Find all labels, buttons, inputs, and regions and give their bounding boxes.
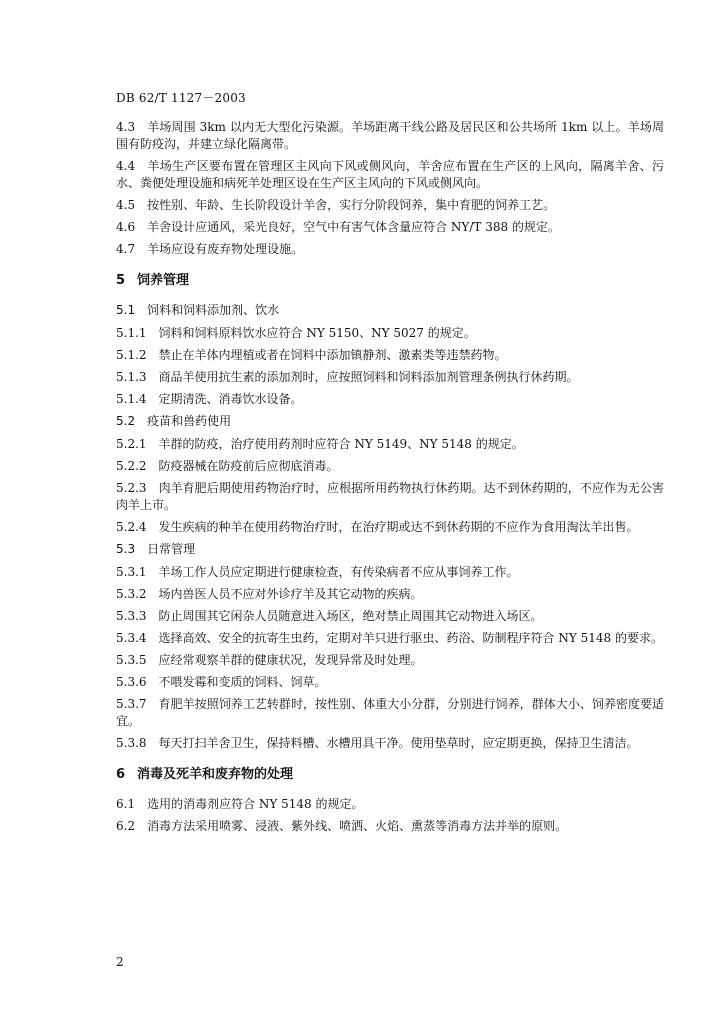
clause-number: 6.1	[116, 797, 136, 811]
clause-paragraph	[116, 564, 664, 581]
page-number: 2	[116, 955, 124, 969]
clause-text: 羊舍设计应通风，采光良好，空气中有害气体含量应符合 NY/T 388 的规定。	[147, 220, 560, 234]
clause-paragraph	[116, 436, 664, 453]
clause-paragraph	[116, 674, 664, 691]
clause-text: 禁止在羊体内埋植或者在饲料中添加镇静剂、激素类等违禁药物。	[158, 348, 507, 362]
clause-text: 消毒及死羊和废弃物的处理	[137, 767, 294, 782]
clause-text: 选择高效、安全的抗寄生虫药，定期对羊只进行驱虫、药浴、防制程序符合 NY 5148 的要求。	[158, 631, 663, 645]
clause-text: 防疫器械在防疫前后应彻底消毒。	[158, 459, 339, 473]
clause-paragraph	[116, 696, 664, 730]
clause-paragraph	[116, 369, 664, 386]
section-heading	[116, 272, 664, 289]
clause-number: 6	[116, 767, 126, 782]
clause-number: 4.4	[116, 159, 136, 173]
subsection-heading	[116, 302, 664, 319]
subsection-heading	[116, 413, 664, 430]
clause-paragraph	[116, 219, 664, 236]
clause-number: 5.1.3	[116, 370, 147, 384]
clause-number: 4.5	[116, 198, 136, 212]
clause-number: 5.3.4	[116, 631, 147, 645]
clause-text: 日常管理	[147, 542, 196, 556]
clause-text: 羊场应设有废弃物处理设施。	[147, 242, 304, 256]
clause-number: 5.2.2	[116, 459, 147, 473]
clause-paragraph	[116, 197, 664, 214]
clause-paragraph	[116, 347, 664, 364]
clause-number: 5.3.3	[116, 609, 147, 623]
clause-paragraph	[116, 608, 664, 625]
document-code: DB 62/T 1127－2003	[116, 91, 246, 105]
clause-number: 5.2	[116, 414, 136, 428]
clause-paragraph	[116, 630, 664, 647]
clause-number: 5.3.8	[116, 736, 147, 750]
clause-number: 5.3.2	[116, 587, 147, 601]
clause-number: 4.3	[116, 120, 136, 134]
clause-number: 4.6	[116, 220, 136, 234]
clause-number: 6.2	[116, 819, 136, 833]
clause-text: 场内兽医人员不应对外诊疗羊及其它动物的疾病。	[158, 587, 423, 601]
subsection-heading	[116, 541, 664, 558]
clause-text: 不喂发霉和变质的饲料、饲草。	[158, 675, 327, 689]
clause-paragraph	[116, 241, 664, 258]
clause-paragraph	[116, 735, 664, 752]
clause-paragraph	[116, 119, 664, 153]
clause-text: 每天打扫羊舍卫生，保持料槽、水槽用具干净。使用垫草时，应定期更换，保持卫生清洁。	[158, 736, 639, 750]
clause-number: 5.2.3	[116, 481, 147, 495]
clause-text: 羊场工作人员应定期进行健康检查，有传染病者不应从事饲养工作。	[158, 565, 519, 579]
clause-text: 饲料和饲料添加剂、饮水	[147, 303, 280, 317]
clause-number: 5.2.1	[116, 437, 147, 451]
clause-number: 5.2.4	[116, 520, 147, 534]
clause-text: 肉羊育肥后期使用药物治疗时，应根据所用药物执行休药期。达不到休药期的，不应作为无公害肉羊上市。	[116, 481, 664, 512]
clause-text: 选用的消毒剂应符合 NY 5148 的规定。	[147, 797, 364, 811]
clause-text: 按性别、年龄、生长阶段设计羊舍，实行分阶段饲养，集中育肥的饲养工艺。	[147, 198, 556, 212]
clause-text: 发生疾病的种羊在使用药物治疗时，在治疗期或达不到休药期的不应作为食用淘汰羊出售。	[158, 520, 639, 534]
clause-text: 防止周围其它闲杂人员随意进入场区，绝对禁止周围其它动物进入场区。	[158, 609, 543, 623]
clause-paragraph	[116, 796, 664, 813]
section-heading	[116, 766, 664, 783]
clause-paragraph	[116, 391, 664, 408]
clause-paragraph	[116, 652, 664, 669]
clause-paragraph	[116, 818, 664, 835]
clause-paragraph	[116, 158, 664, 192]
clause-text: 饲养管理	[137, 273, 190, 288]
clause-number: 5.1.1	[116, 326, 147, 340]
clause-number: 5.3.5	[116, 653, 147, 667]
clause-text: 定期清洗、消毒饮水设备。	[158, 392, 303, 406]
clause-number: 5.1.2	[116, 348, 147, 362]
clause-text: 羊群的防疫，治疗使用药剂时应符合 NY 5149、NY 5148 的规定。	[158, 437, 524, 451]
clause-number: 4.7	[116, 242, 136, 256]
clause-text: 商品羊使用抗生素的添加剂时，应按照饲料和饲料添加剂管理条例执行休药期。	[158, 370, 579, 384]
clause-number: 5.1	[116, 303, 136, 317]
clause-number: 5.1.4	[116, 392, 147, 406]
clause-number: 5.3.1	[116, 565, 147, 579]
clause-number: 5	[116, 273, 126, 288]
clause-number: 5.3	[116, 542, 136, 556]
clause-text: 疫苗和兽药使用	[147, 414, 232, 428]
clause-paragraph	[116, 325, 664, 342]
clause-text: 应经常观察羊群的健康状况，发现异常及时处理。	[158, 653, 423, 667]
clause-text: 育肥羊按照饲养工艺转群时，按性别、体重大小分群，分别进行饲养，群体大小、饲养密度要适宜。	[116, 697, 664, 728]
clause-paragraph	[116, 458, 664, 475]
document-body	[116, 119, 664, 840]
clause-text: 饲料和饲料原料饮水应符合 NY 5150、NY 5027 的规定。	[158, 326, 476, 340]
clause-paragraph	[116, 480, 664, 514]
clause-text: 消毒方法采用喷雾、浸液、紫外线、喷洒、火焰、熏蒸等消毒方法并举的原则。	[147, 819, 568, 833]
clause-text: 羊场周围 3km 以内无大型化污染源。羊场距离干线公路及居民区和公共场所 1km 以上。羊场周围有防疫沟，并建立绿化隔离带。	[116, 120, 664, 151]
clause-number: 5.3.6	[116, 675, 147, 689]
clause-text: 羊场生产区要布置在管理区主风向下风或侧风向，羊舍应布置在生产区的上风向，隔离羊舍、污水、粪便处理设施和病死羊处理区设在生产区主风向的下风或侧风向。	[116, 159, 664, 190]
clause-paragraph	[116, 586, 664, 603]
clause-number: 5.3.7	[116, 697, 147, 711]
clause-paragraph	[116, 519, 664, 536]
